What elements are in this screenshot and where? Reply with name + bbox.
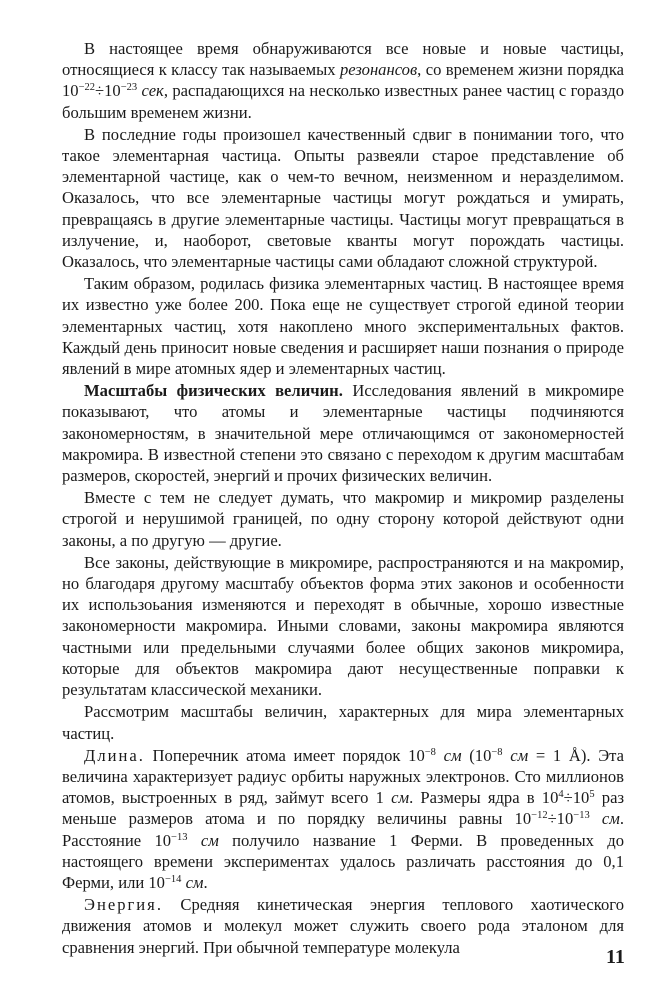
page-text [62,38,624,958]
paragraph-scales: Масштабы физических величин. Исследования явлений в микромире показывают, что атомы и элементарные частицы подчиняются закономерностям, в значительной мере отличающимся от закономерностей макромира. В известной степени это связано с переходом к другим масштабам размеров, скоростей, энергий и прочих физических величин. [62,381,625,486]
paragraph-consider: Рассмотрим масштабы величин, характерных для мира элементарных частиц. [62,702,624,743]
paragraph-boundary: Вместе с тем не следует думать, что макромир и микромир разделены строгой и нерушимой границей, по одну сторону которой действуют одни законы, а по другую — другие. [62,488,624,550]
term-length: Длина. [84,745,145,765]
paragraph-qualitative-shift: В последние годы произошел качественный сдвиг в понимании того, что такое элементарная частица. Опыты развеяли старое представление об элементарной частице, как о чем-то вечном, неизменном и неразделимом. Оказалось, что все элементарные частицы могут рождаться и умирать, превращаясь в другие элементарные частицы. Частицы могут превращаться в излучение, и, наоборот, световые кванты могут порождать частицы. Оказалось, что элементарные частицы сами обладают сложной структурой. [62,124,624,272]
paragraph-laws: Все законы, действующие в микромире, распространяются и на макромир, но благодаря другому масштабу объектов форма этих законов и особенности их использоьания изменяются и переходят в обычные, хорошо известные закономерности макромира. Иными словами, законы макромира являются частными или предельными случаями более общих законов микромира, которые для объектов макромира дают несущественные поправки к результатам классической механики. [62,552,624,700]
term-energy: Энергия. [84,895,163,915]
paragraph-energy: Энергия. Средняя кинетическая энергия теплового хаотического движения атомов и молекул может служить своего рода эталоном для сравнения энергий. При обычной температуре молекула [62,895,624,957]
section-heading: Масштабы физических величин. [84,381,343,401]
page-number: 11 [606,946,625,968]
paragraph-resonances: В настоящее время обнаруживаются все новые и новые частицы, относящиеся к классу так называемых резонансов, со временем жизни порядка $10^{-22}\div 10^{-23}$ сек, распадающихся на несколько известных ранее частиц с гораздо большим временем жизни. [62,39,624,122]
paragraph-length: Длина. Поперечник атома имеет порядок $10^{-8}$ см ($10^{-8}$ см = 1 Å). Эта величина характеризует радиус орбиты наружных электронов. Сто миллионов атомов, выстроенных в ряд, займут всего 1 см. Размеры ядра в $10^4\div 10^5$ раз меньше размеров атома и по порядку величины равны $10^{-12}\div 10^{-13}$ см. Расстояние $10^{-13}$ см получило название 1 Ферми. В проведенных до настоящего времени экспериментах удалось различать расстояния до 0,1 Ферми, или $10^{-14}$ см. [62,745,625,892]
paragraph-particle-physics: Таким образом, родилась физика элементарных частиц. В настоящее время их известно уже более 200. Пока еще не существует строгой единой теории элементарных частиц, хотя накоплено много экспериментальных фактов. Каждый день приносит новые сведения и расширяет наши познания о природе явлений в мире атомных ядер и элементарных частиц. [62,274,624,379]
